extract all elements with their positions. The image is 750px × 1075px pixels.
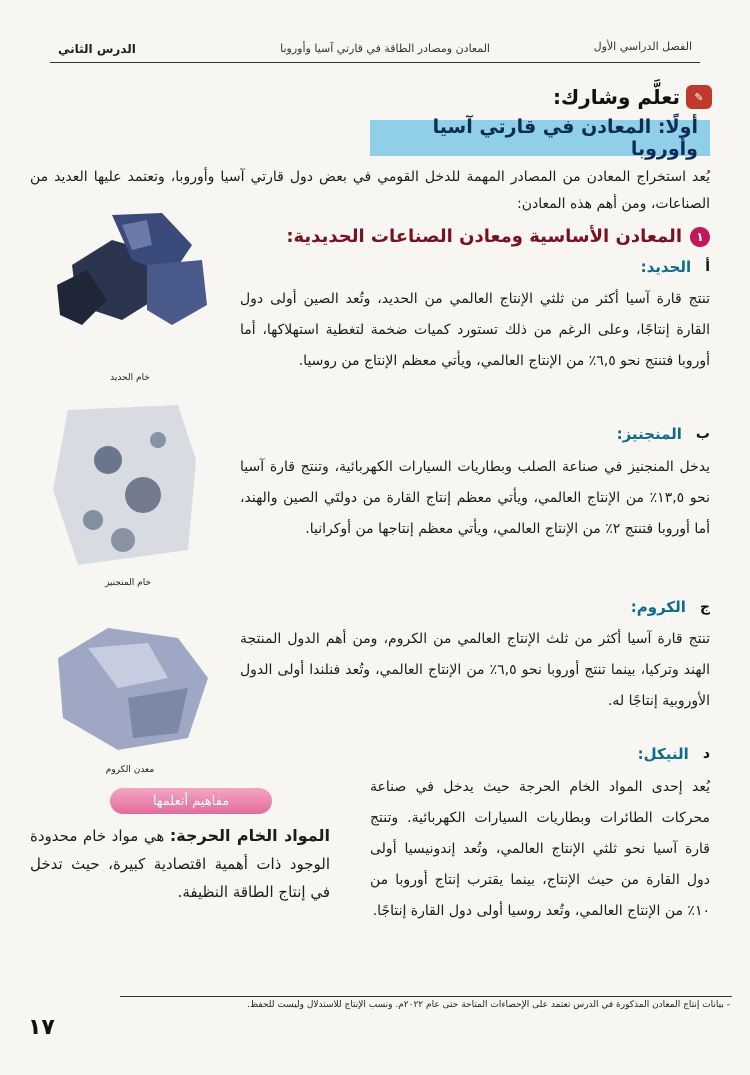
page-number: ١٧ (28, 1015, 55, 1040)
mineral-name: المنجنيز: (616, 425, 682, 443)
mineral-nickel-heading (638, 745, 710, 763)
mineral-letter: د (702, 746, 710, 762)
intro-paragraph: يُعد استخراج المعادن من المصادر المهمة للدخل القومي في بعض دول قارتي آسيا وأوروبا، وتعتمد عليها العديد من الصناعات، ومن أهم هذه المعادن: (30, 169, 710, 212)
header-term: الفصل الدراسي الأول (593, 40, 692, 53)
subsection-title: المعادن الأساسية ومعادن الصناعات الحديدية: (286, 226, 682, 247)
mineral-manganese-text: يدخل المنجنيز في صناعة الصلب وبطاريات السيارات الكهربائية، وتنتج قارة آسيا نحو ١٣,٥٪ من الإنتاج العالمي، ويأتي معظم إنتاج القارة من دولتَي الصين والهند، أما أوروبا فتنتج ٢٪ من الإنتاج العالمي، ويأتي معظم إنتاجها من أوكرانيا. (240, 459, 710, 537)
footnote: - بيانات إنتاج المعادن المذكورة في الدرس تعتمد على الإحصاءات المتاحة حتى عام ٢٠٢٢م. ونسب الإنتاج للاستدلال وليست للحفظ. (247, 1000, 730, 1010)
mineral-nickel-text: يُعد إحدى المواد الخام الحرجة حيث يدخل في صناعة محركات الطائرات وبطاريات السيارات الكهربائية. وتنتج قارة آسيا نحو ثلثي الإنتاج العالمي، وتُعد إندونيسيا أولى دول القارة من حيث الإنتاج، بينما يقترب إنتاج أوروبا من ١٠٪ من الإنتاج العالمي، وتُعد روسيا أولى دول القارة إنتاجًا. (370, 779, 710, 919)
section-banner-text: أولًا: المعادن في قارتي آسيا وأوروبا (432, 116, 698, 160)
mineral-letter: ج (699, 599, 710, 615)
section-banner (370, 116, 710, 160)
mineral-letter: أ (705, 259, 710, 275)
header-unit-title: المعادن ومصادر الطاقة في قارتي آسيا وأوروبا (280, 42, 490, 55)
concept-definition: هي مواد خام محدودة الوجود ذات أهمية اقتصادية كبيرة، حيث تدخل في إنتاج الطاقة النظيفة. (30, 827, 330, 901)
mineral-chrome-heading (631, 598, 710, 616)
mineral-chrome-text: تنتج قارة آسيا أكثر من ثلث الإنتاج العالمي من الكروم، ومن أهم الدول المنتجة الهند وتركيا، بينما تنتج أوروبا نحو ٦,٥٪ من الإنتاج العالمي، وتُعد فنلندا أولى الدول الأوروبية إنتاجًا له. (240, 631, 710, 709)
chrome-ore-image (48, 618, 213, 753)
subsection-heading (286, 226, 710, 247)
concept-term: المواد الخام الحرجة: (169, 826, 330, 845)
book-pencil-icon: ✎ (686, 85, 712, 109)
chrome-ore-caption: معدن الكروم (105, 765, 155, 775)
mineral-name: الحديد: (640, 258, 692, 276)
iron-ore-caption: خام الحديد (110, 373, 150, 383)
mineral-name: الكروم: (630, 598, 686, 616)
manganese-ore-image (48, 400, 198, 570)
header-lesson: الدرس الثاني (58, 42, 136, 56)
mineral-manganese-heading (617, 425, 710, 443)
concept-definition-box (30, 822, 330, 906)
footer-divider (120, 996, 732, 997)
learn-heading (553, 85, 712, 109)
mineral-letter: ب (695, 426, 710, 442)
mineral-iron-heading (641, 258, 710, 276)
iron-ore-image (52, 205, 208, 330)
mineral-iron-text: تنتج قارة آسيا أكثر من ثلثي الإنتاج العالمي من الحديد، وتُعد الصين أولى دول القارة إنتاجًا، وعلى الرغم من ذلك تستورد كميات ضخمة لتغطية استهلاكها، أما أوروبا فتنتج نحو ٦,٥٪ من الإنتاج العالمي، ويأتي معظم الإنتاج من روسيا. (240, 291, 710, 369)
concepts-badge: مفاهيم أتعلمها (110, 788, 272, 814)
learn-title: تعلَّم وشارك: (552, 85, 680, 109)
header-divider (50, 62, 700, 63)
mineral-name: النيكل: (637, 745, 689, 763)
subsection-number: ١ (690, 227, 710, 247)
manganese-ore-caption: خام المنجنيز (104, 578, 152, 588)
